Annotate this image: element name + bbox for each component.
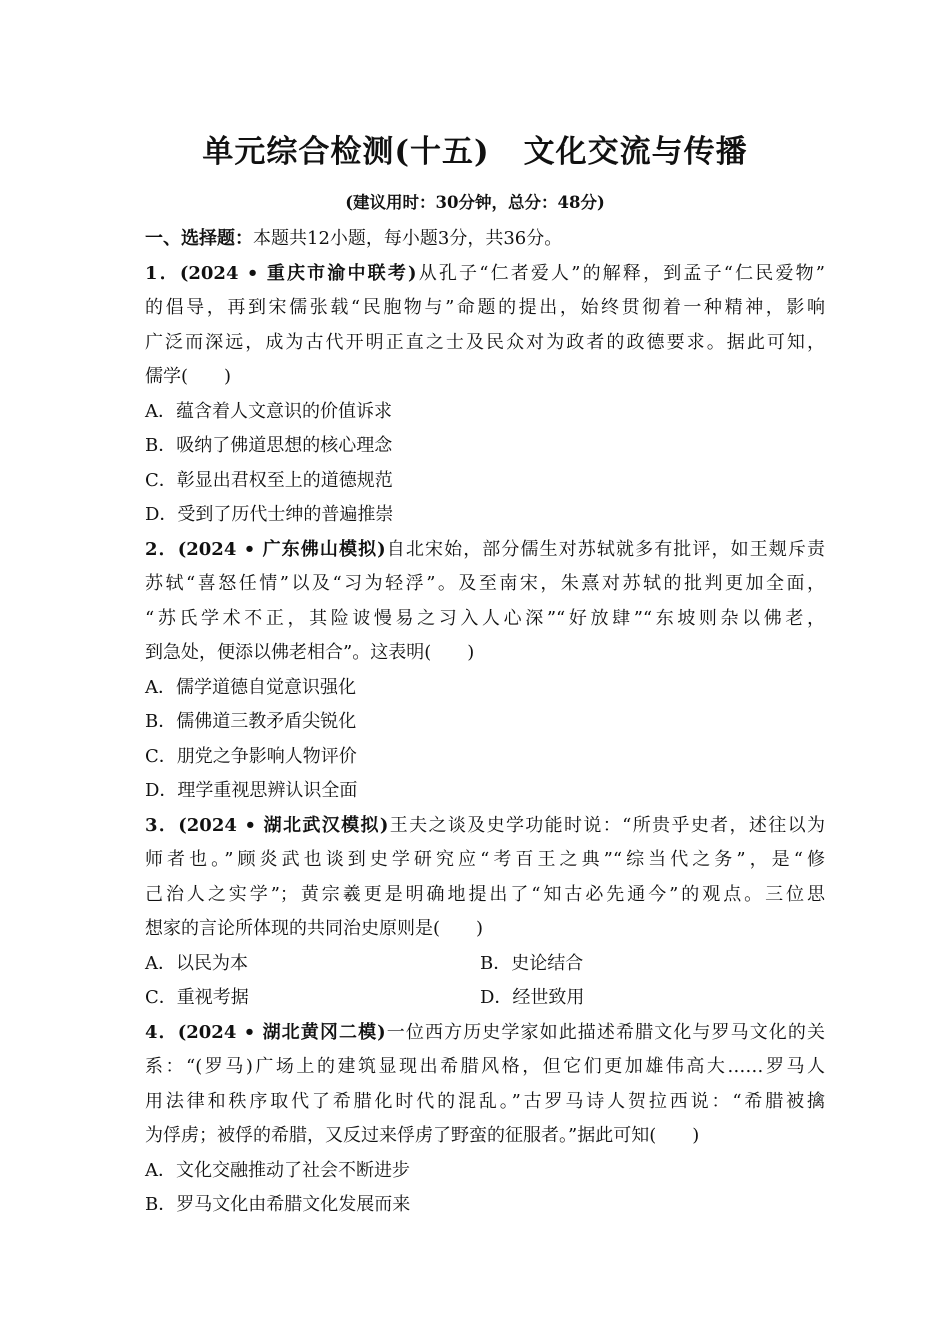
question-source: (2024 • 湖北武汉模拟) <box>178 814 389 836</box>
option-c: C．朋党之争影响人物评价 <box>145 745 357 767</box>
option-b: B．史论结合 <box>480 952 584 974</box>
page-title <box>0 126 950 171</box>
option-c: C．彰显出君权至上的道德规范 <box>145 469 393 491</box>
question-stem-line: 师者也。”顾炎武也谈到史学研究应“考百王之典”“综当代之务”，是“修 <box>145 849 825 870</box>
question-stem-line: 的倡导，再到宋儒张载“民胞物与”命题的提出，始终贯彻着一种精神，影响 <box>145 297 825 318</box>
question-stem-line: “苏氏学术不正，其险诐慢易之习入人心深”“好放肆”“东坡则杂以佛老， <box>145 607 825 629</box>
question-text: 自北宋始，部分儒生对苏轼就多有批评，如王觌斥责 <box>385 538 825 560</box>
question-source: (2024 • 湖北黄冈二模) <box>177 1021 386 1043</box>
question-stem-line <box>145 533 825 568</box>
question-number: 3． <box>145 814 179 836</box>
question-1 <box>145 257 825 533</box>
option-row <box>145 947 825 982</box>
question-stem-line: 为俘虏；被俘的希腊，又反过来俘虏了野蛮的征服者。”据此可知( ) <box>145 1125 700 1146</box>
question-text: 一位西方历史学家如此描述希腊文化与罗马文化的关 <box>385 1021 825 1043</box>
question-stem-line: 系：“(罗马)广场上的建筑显现出希腊风格，但它们更加雄伟高大……罗马人 <box>145 1056 825 1077</box>
question-stem-line <box>145 1016 825 1051</box>
question-2 <box>145 533 825 809</box>
page-title-sub: 文化交流与传播 <box>523 134 748 170</box>
option-a: A．文化交融推动了社会不断进步 <box>145 1159 410 1181</box>
time-score-note: (建议用时：30分钟，总分：48分) <box>345 193 605 212</box>
option-a: A．蕴含着人文意识的价值诉求 <box>145 400 392 422</box>
question-3 <box>145 809 825 1016</box>
question-number: 2． <box>145 538 178 560</box>
page-title-main: 单元综合检测(十五) <box>202 134 490 170</box>
question-stem-line: 儒学( ) <box>145 366 232 387</box>
question-stem-line: 用法律和秩序取代了希腊化时代的混乱。”古罗马诗人贺拉西说：“希腊被擒 <box>145 1090 825 1112</box>
question-source: (2024 • 广东佛山模拟) <box>177 538 386 560</box>
question-stem-line: 广泛而深远，成为古代开明正直之士及民众对为政者的政德要求。据此可知， <box>145 331 825 353</box>
option-b: B．罗马文化由希腊文化发展而来 <box>145 1194 411 1215</box>
question-number: 1． <box>145 262 180 284</box>
question-stem-line <box>145 809 825 844</box>
option-b: B．儒佛道三教矛盾尖锐化 <box>145 711 357 732</box>
option-b: B．吸纳了佛道思想的核心理念 <box>145 435 393 456</box>
question-number: 4． <box>145 1021 178 1043</box>
option-d: D．经世致用 <box>480 987 585 1008</box>
option-c: C．重视考据 <box>145 987 249 1008</box>
section-text: 本题共12小题，每小题3分，共36分。 <box>253 228 563 249</box>
question-4 <box>145 1016 825 1223</box>
option-a: A．以民为本 <box>145 952 248 974</box>
question-stem-line: 苏轼“喜怒任情”以及“习为轻浮”。及至南宋，朱熹对苏轼的批判更加全面， <box>145 573 825 594</box>
section-label: 一、选择题： <box>145 228 253 249</box>
option-a: A．儒学道德自觉意识强化 <box>145 676 356 698</box>
option-row <box>145 981 825 1016</box>
option-d: D．受到了历代士绅的普遍推崇 <box>145 504 394 525</box>
question-stem-line: 己治人之实学”；黄宗羲更是明确地提出了“知古必先通今”的观点。三位思 <box>145 883 825 905</box>
question-source: (2024 • 重庆市渝中联考) <box>179 262 417 284</box>
section-heading <box>145 222 825 257</box>
question-stem-line: 想家的言论所体现的共同治史原则是( ) <box>145 918 484 939</box>
question-text: 从孔子“仁者爱人”的解释，到孟子“仁民爱物” <box>416 262 825 284</box>
question-stem-line <box>145 257 825 292</box>
question-content <box>145 222 825 1223</box>
option-d: D．理学重视思辨认识全面 <box>145 780 358 801</box>
question-text: 王夫之谈及史学功能时说：“所贵乎史者，述往以为 <box>388 814 826 836</box>
question-stem-line: 到急处，便添以佛老相合”。这表明( ) <box>145 642 475 663</box>
